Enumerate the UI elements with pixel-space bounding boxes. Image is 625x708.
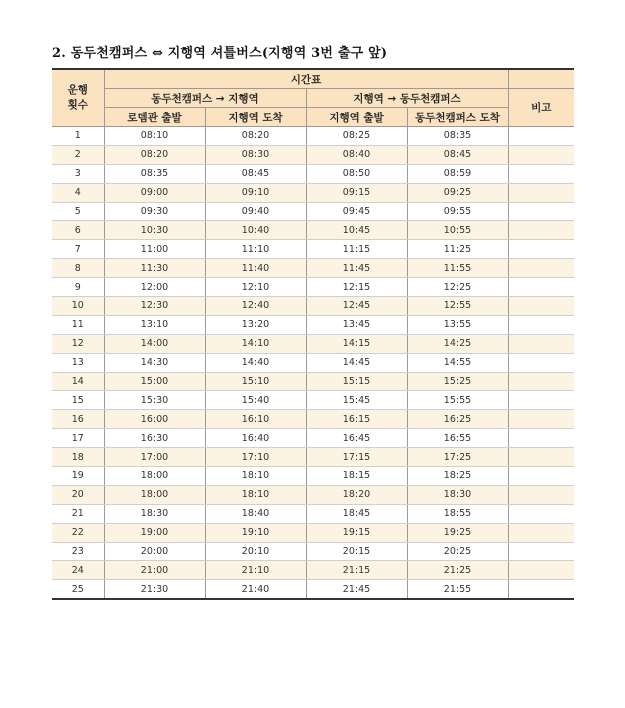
table-row	[52, 334, 574, 353]
table-row	[52, 221, 574, 240]
arrive-campus-cell: 14:55	[407, 353, 508, 372]
remarks-cell	[508, 221, 574, 240]
depart-campus-cell: 11:00	[104, 240, 205, 259]
timetable-header: 시간표	[104, 69, 508, 89]
arrive-station-cell: 13:20	[205, 315, 306, 334]
depart-station-cell: 19:15	[306, 523, 407, 542]
depart-campus-cell: 12:00	[104, 278, 205, 297]
depart-campus-cell: 12:30	[104, 297, 205, 316]
arrive-campus-cell: 09:25	[407, 183, 508, 202]
depart-campus-cell: 11:30	[104, 259, 205, 278]
arrive-campus-cell: 11:25	[407, 240, 508, 259]
remarks-header-spacer	[508, 69, 574, 89]
depart-station-cell: 18:15	[306, 467, 407, 486]
arrive-station-cell: 08:45	[205, 164, 306, 183]
table-row	[52, 183, 574, 202]
arrive-campus-cell: 12:55	[407, 297, 508, 316]
arrive-station-header: 지행역 도착	[205, 108, 306, 127]
depart-station-cell: 17:15	[306, 448, 407, 467]
depart-station-cell: 21:45	[306, 580, 407, 599]
table-row	[52, 542, 574, 561]
arrive-station-cell: 14:40	[205, 353, 306, 372]
arrive-station-cell: 20:10	[205, 542, 306, 561]
arrive-station-cell: 08:20	[205, 127, 306, 146]
remarks-cell	[508, 410, 574, 429]
run-count-header-line2: 횟수	[67, 99, 88, 111]
arrive-campus-cell: 09:55	[407, 202, 508, 221]
remarks-cell	[508, 127, 574, 146]
run-number-cell: 19	[52, 467, 104, 486]
depart-campus-cell: 10:30	[104, 221, 205, 240]
arrive-station-cell: 15:10	[205, 372, 306, 391]
remarks-cell	[508, 391, 574, 410]
depart-campus-cell: 16:00	[104, 410, 205, 429]
remarks-cell	[508, 542, 574, 561]
table-row	[52, 127, 574, 146]
remarks-cell	[508, 240, 574, 259]
remarks-cell	[508, 315, 574, 334]
run-number-cell: 21	[52, 504, 104, 523]
depart-campus-cell: 16:30	[104, 429, 205, 448]
arrive-campus-cell: 13:55	[407, 315, 508, 334]
arrive-campus-cell: 15:55	[407, 391, 508, 410]
arrive-station-cell: 10:40	[205, 221, 306, 240]
run-number-cell: 16	[52, 410, 104, 429]
depart-station-cell: 10:45	[306, 221, 407, 240]
table-row	[52, 145, 574, 164]
arrive-campus-cell: 16:55	[407, 429, 508, 448]
remarks-cell	[508, 353, 574, 372]
depart-campus-cell: 08:35	[104, 164, 205, 183]
table-row	[52, 429, 574, 448]
depart-station-cell: 08:50	[306, 164, 407, 183]
remarks-cell	[508, 485, 574, 504]
table-row	[52, 561, 574, 580]
depart-campus-cell: 15:00	[104, 372, 205, 391]
remarks-cell	[508, 467, 574, 486]
depart-campus-cell: 21:30	[104, 580, 205, 599]
depart-station-cell: 11:15	[306, 240, 407, 259]
run-number-cell: 15	[52, 391, 104, 410]
table-row	[52, 448, 574, 467]
depart-campus-cell: 15:30	[104, 391, 205, 410]
remarks-cell	[508, 202, 574, 221]
arrive-campus-cell: 08:35	[407, 127, 508, 146]
remarks-cell	[508, 448, 574, 467]
arrive-campus-cell: 16:25	[407, 410, 508, 429]
depart-campus-cell: 13:10	[104, 315, 205, 334]
depart-station-cell: 15:45	[306, 391, 407, 410]
arrive-station-cell: 21:10	[205, 561, 306, 580]
depart-campus-cell: 20:00	[104, 542, 205, 561]
arrive-station-cell: 19:10	[205, 523, 306, 542]
table-row	[52, 164, 574, 183]
depart-station-cell: 12:45	[306, 297, 407, 316]
depart-campus-cell: 14:30	[104, 353, 205, 372]
depart-station-cell: 20:15	[306, 542, 407, 561]
section-title: 2. 동두천캠퍼스 ⇔ 지행역 셔틀버스(지행역 3번 출구 앞)	[52, 46, 388, 61]
run-number-cell: 20	[52, 485, 104, 504]
table-row	[52, 202, 574, 221]
run-number-cell: 9	[52, 278, 104, 297]
table-row	[52, 315, 574, 334]
depart-station-cell: 14:15	[306, 334, 407, 353]
depart-station-cell: 16:45	[306, 429, 407, 448]
depart-station-cell: 11:45	[306, 259, 407, 278]
arrive-station-cell: 09:10	[205, 183, 306, 202]
depart-campus-cell: 19:00	[104, 523, 205, 542]
arrive-station-cell: 14:10	[205, 334, 306, 353]
table-row	[52, 504, 574, 523]
arrive-station-cell: 09:40	[205, 202, 306, 221]
run-count-header	[52, 69, 104, 127]
depart-station-cell: 08:25	[306, 127, 407, 146]
run-number-cell: 1	[52, 127, 104, 146]
depart-station-cell: 18:45	[306, 504, 407, 523]
run-number-cell: 12	[52, 334, 104, 353]
arrive-campus-cell: 15:25	[407, 372, 508, 391]
remarks-cell	[508, 334, 574, 353]
table-row	[52, 410, 574, 429]
arrive-campus-cell: 17:25	[407, 448, 508, 467]
depart-station-cell: 16:15	[306, 410, 407, 429]
arrive-campus-cell: 21:25	[407, 561, 508, 580]
depart-campus-cell: 18:00	[104, 485, 205, 504]
arrive-campus-cell: 18:55	[407, 504, 508, 523]
arrive-station-cell: 21:40	[205, 580, 306, 599]
table-row	[52, 485, 574, 504]
remarks-cell	[508, 372, 574, 391]
arrive-station-cell: 08:30	[205, 145, 306, 164]
depart-campus-cell: 08:10	[104, 127, 205, 146]
run-number-cell: 13	[52, 353, 104, 372]
remarks-cell	[508, 504, 574, 523]
depart-campus-cell: 17:00	[104, 448, 205, 467]
arrive-campus-cell: 10:55	[407, 221, 508, 240]
arrive-station-cell: 16:40	[205, 429, 306, 448]
remarks-cell	[508, 561, 574, 580]
remarks-cell	[508, 164, 574, 183]
table-row	[52, 278, 574, 297]
depart-campus-header: 로뎀관 출발	[104, 108, 205, 127]
table-row	[52, 353, 574, 372]
depart-campus-cell: 14:00	[104, 334, 205, 353]
depart-station-cell: 12:15	[306, 278, 407, 297]
run-number-cell: 24	[52, 561, 104, 580]
arrive-station-cell: 11:40	[205, 259, 306, 278]
depart-campus-cell: 18:00	[104, 467, 205, 486]
arrive-station-cell: 18:10	[205, 485, 306, 504]
depart-campus-cell: 09:00	[104, 183, 205, 202]
run-number-cell: 25	[52, 580, 104, 599]
depart-station-cell: 15:15	[306, 372, 407, 391]
table-row	[52, 259, 574, 278]
remarks-cell	[508, 297, 574, 316]
depart-station-cell: 13:45	[306, 315, 407, 334]
remarks-cell	[508, 429, 574, 448]
run-number-cell: 18	[52, 448, 104, 467]
run-number-cell: 10	[52, 297, 104, 316]
arrive-campus-cell: 21:55	[407, 580, 508, 599]
table-row	[52, 580, 574, 599]
timetable-body	[52, 127, 574, 600]
arrive-campus-header: 동두천캠퍼스 도착	[407, 108, 508, 127]
run-number-cell: 22	[52, 523, 104, 542]
remarks-cell	[508, 278, 574, 297]
run-number-cell: 3	[52, 164, 104, 183]
run-number-cell: 6	[52, 221, 104, 240]
depart-campus-cell: 08:20	[104, 145, 205, 164]
outbound-group-header: 동두천캠퍼스 → 지행역	[104, 89, 306, 108]
arrive-campus-cell: 18:25	[407, 467, 508, 486]
remarks-cell	[508, 523, 574, 542]
remarks-cell	[508, 145, 574, 164]
arrive-station-cell: 15:40	[205, 391, 306, 410]
depart-campus-cell: 21:00	[104, 561, 205, 580]
depart-station-cell: 08:40	[306, 145, 407, 164]
arrive-campus-cell: 19:25	[407, 523, 508, 542]
arrive-station-cell: 18:10	[205, 467, 306, 486]
depart-campus-cell: 18:30	[104, 504, 205, 523]
shuttle-timetable	[52, 68, 574, 600]
arrive-campus-cell: 11:55	[407, 259, 508, 278]
run-number-cell: 17	[52, 429, 104, 448]
depart-station-cell: 21:15	[306, 561, 407, 580]
arrive-station-cell: 12:40	[205, 297, 306, 316]
arrive-campus-cell: 12:25	[407, 278, 508, 297]
run-number-cell: 11	[52, 315, 104, 334]
remarks-cell	[508, 259, 574, 278]
arrive-campus-cell: 18:30	[407, 485, 508, 504]
run-number-cell: 14	[52, 372, 104, 391]
table-row	[52, 523, 574, 542]
table-row	[52, 372, 574, 391]
run-number-cell: 8	[52, 259, 104, 278]
run-number-cell: 2	[52, 145, 104, 164]
run-number-cell: 7	[52, 240, 104, 259]
arrive-campus-cell: 08:59	[407, 164, 508, 183]
table-row	[52, 297, 574, 316]
arrive-campus-cell: 14:25	[407, 334, 508, 353]
depart-station-cell: 09:15	[306, 183, 407, 202]
arrive-station-cell: 11:10	[205, 240, 306, 259]
remarks-header: 비고	[508, 89, 574, 127]
run-number-cell: 4	[52, 183, 104, 202]
return-group-header: 지행역 → 동두천캠퍼스	[306, 89, 508, 108]
arrive-station-cell: 16:10	[205, 410, 306, 429]
depart-station-cell: 14:45	[306, 353, 407, 372]
run-number-cell: 5	[52, 202, 104, 221]
arrive-station-cell: 12:10	[205, 278, 306, 297]
remarks-cell	[508, 580, 574, 599]
table-row	[52, 391, 574, 410]
table-row	[52, 240, 574, 259]
depart-station-cell: 18:20	[306, 485, 407, 504]
remarks-cell	[508, 183, 574, 202]
arrive-campus-cell: 20:25	[407, 542, 508, 561]
arrive-station-cell: 17:10	[205, 448, 306, 467]
arrive-campus-cell: 08:45	[407, 145, 508, 164]
table-row	[52, 467, 574, 486]
depart-station-cell: 09:45	[306, 202, 407, 221]
depart-station-header: 지행역 출발	[306, 108, 407, 127]
arrive-station-cell: 18:40	[205, 504, 306, 523]
run-number-cell: 23	[52, 542, 104, 561]
depart-campus-cell: 09:30	[104, 202, 205, 221]
run-count-header-line1: 운행	[67, 84, 88, 96]
